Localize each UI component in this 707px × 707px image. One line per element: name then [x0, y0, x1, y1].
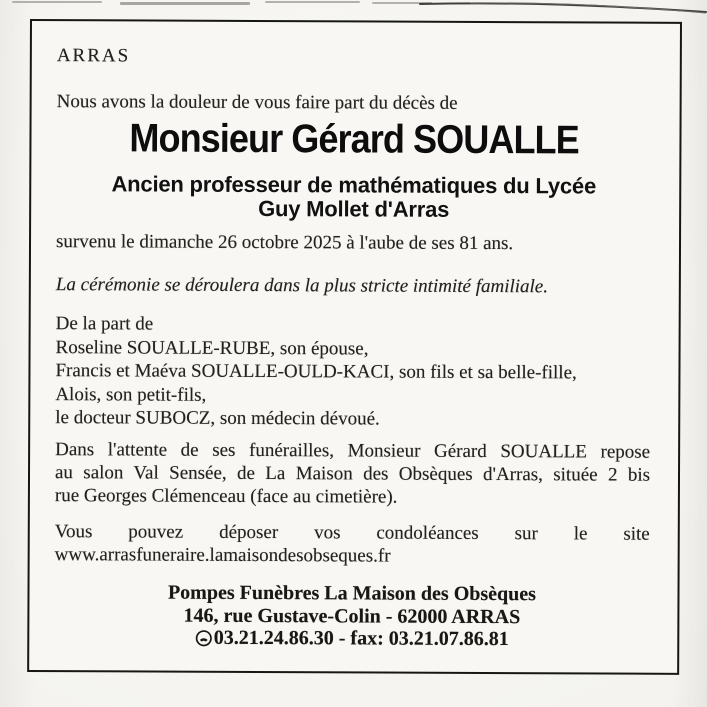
ceremony-note: La cérémonie se déroulera dans la plus stricte intimité familiale. [55, 274, 549, 298]
funeral-home-address: 146, rue Gustave-Colin - 62000 ARRAS [183, 604, 521, 628]
death-date-line: survenu le dimanche 26 octobre 2025 à l'aube de ses 81 ans. [55, 231, 514, 255]
deceased-title-line1: Ancien professeur de mathématiques du Lycée [111, 171, 597, 199]
family-member: Francis et Maéva SOUALLE-OULD-KACI, son fils et sa belle-fille, [55, 360, 577, 384]
repose-line: rue Georges Clémenceau (face au cimetière). [54, 485, 398, 508]
repose-line: au salon Val Sensée, de La Maison des Obsèques d'Arras, située 2 bis [54, 462, 651, 486]
intro-text: Nous avons la douleur de vous faire part du décès de [56, 91, 458, 114]
family-member: Alois, son petit-fils, [55, 383, 207, 406]
family-list [55, 312, 651, 432]
family-member: le docteur SUBOCZ, son médecin dévoué. [55, 407, 380, 430]
funeral-home-name: Pompes Funèbres La Maison des Obsèques [167, 581, 537, 606]
deceased-name: Monsieur Gérard SOUALLE [129, 116, 579, 163]
condolences-block [55, 520, 650, 569]
phone-fax-line: 03.21.24.86.30 - fax: 03.21.07.86.81 [213, 626, 509, 651]
funeral-home-block [54, 581, 649, 651]
city-label: ARRAS [56, 45, 131, 67]
repose-paragraph [55, 438, 650, 510]
deceased-title [56, 172, 651, 223]
phone-icon [195, 629, 212, 646]
family-heading: De la part de [55, 313, 154, 335]
deceased-title-line2: Guy Mollet d'Arras [258, 195, 450, 222]
family-member: Roseline SOUALLE-RUBE, son épouse, [55, 336, 369, 359]
website-url: www.arrasfuneraire.lamaisondesobseques.fr [54, 544, 391, 567]
death-notice-card [27, 19, 682, 675]
condolences-line: Vous pouvez déposer vos condoléances sur le site [54, 521, 650, 545]
repose-line: Dans l'attente de ses funérailles, Monsieur Gérard SOUALLE repose [55, 439, 651, 463]
funeral-home-phone-row [54, 626, 649, 651]
